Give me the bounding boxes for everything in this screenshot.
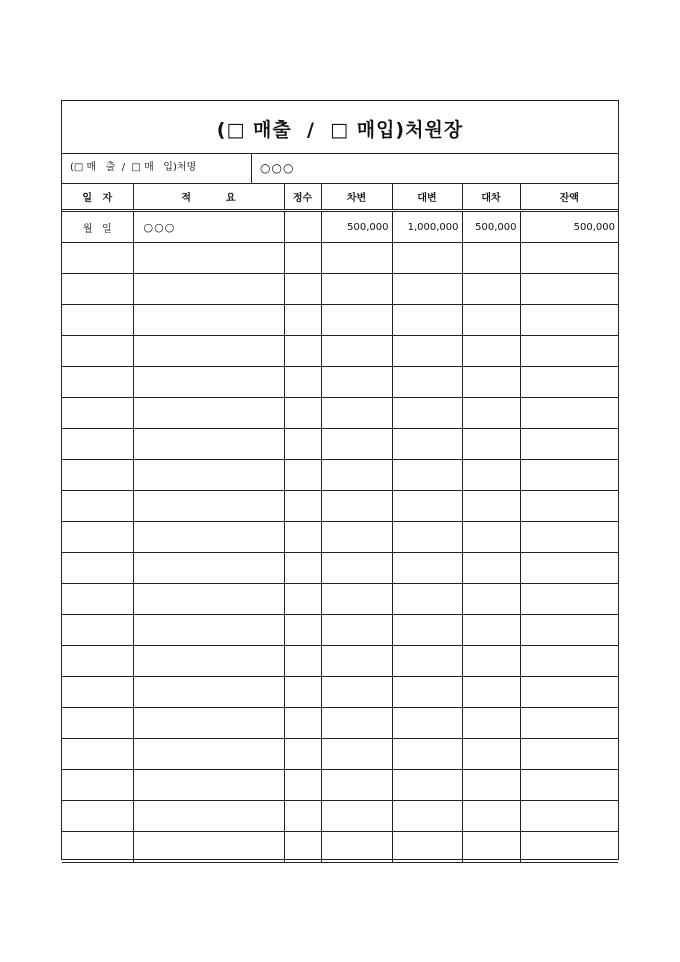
- ledger-sheet: [61, 100, 619, 860]
- balance-cell: [520, 398, 618, 429]
- table-row: [62, 211, 618, 243]
- balance-cell: [520, 832, 618, 863]
- debit-cell: [321, 646, 392, 677]
- balance-cell: [520, 553, 618, 584]
- credit-cell: 1,000,000: [392, 211, 462, 243]
- balance-side-cell: [462, 398, 520, 429]
- debit-cell: [321, 801, 392, 832]
- count-cell: [284, 305, 321, 336]
- table-row: [62, 522, 618, 553]
- count-cell: [284, 460, 321, 491]
- header-balance-side: 대차: [462, 183, 520, 211]
- balance-cell: [520, 677, 618, 708]
- credit-cell: [392, 739, 462, 770]
- debit-cell: [321, 553, 392, 584]
- date-cell: [62, 398, 133, 429]
- count-cell: [284, 677, 321, 708]
- date-cell: [62, 584, 133, 615]
- balance-cell: [520, 801, 618, 832]
- description-cell: [133, 429, 284, 460]
- date-cell: [62, 522, 133, 553]
- credit-cell: [392, 832, 462, 863]
- balance-cell: [520, 646, 618, 677]
- credit-cell: [392, 770, 462, 801]
- balance-cell: [520, 708, 618, 739]
- table-row: [62, 491, 618, 522]
- table-row: [62, 460, 618, 491]
- description-cell: [133, 243, 284, 274]
- balance-side-cell: [462, 429, 520, 460]
- table-row: [62, 708, 618, 739]
- credit-cell: [392, 460, 462, 491]
- balance-cell: [520, 522, 618, 553]
- debit-cell: [321, 522, 392, 553]
- date-cell: [62, 553, 133, 584]
- description-cell: [133, 770, 284, 801]
- table-row: [62, 646, 618, 677]
- table-row: [62, 398, 618, 429]
- date-cell: [62, 491, 133, 522]
- balance-side-cell: [462, 274, 520, 305]
- balance-cell: [520, 584, 618, 615]
- header-row: [62, 183, 618, 211]
- count-cell: [284, 522, 321, 553]
- debit-cell: [321, 367, 392, 398]
- count-cell: [284, 801, 321, 832]
- description-cell: [133, 274, 284, 305]
- credit-cell: [392, 584, 462, 615]
- balance-side-cell: [462, 646, 520, 677]
- date-cell: [62, 460, 133, 491]
- balance-cell: [520, 274, 618, 305]
- date-cell: [62, 832, 133, 863]
- balance-side-cell: [462, 305, 520, 336]
- balance-side-cell: [462, 491, 520, 522]
- balance-cell: 500,000: [520, 211, 618, 243]
- balance-cell: [520, 367, 618, 398]
- debit-cell: [321, 584, 392, 615]
- count-cell: [284, 429, 321, 460]
- description-cell: [133, 460, 284, 491]
- count-cell: [284, 243, 321, 274]
- date-cell: [62, 739, 133, 770]
- date-cell: [62, 336, 133, 367]
- account-name-row: [62, 153, 618, 184]
- balance-side-cell: [462, 677, 520, 708]
- description-cell: [133, 801, 284, 832]
- balance-cell: [520, 739, 618, 770]
- credit-cell: [392, 398, 462, 429]
- count-cell: [284, 367, 321, 398]
- balance-cell: [520, 615, 618, 646]
- count-cell: [284, 832, 321, 863]
- credit-cell: [392, 615, 462, 646]
- balance-side-cell: [462, 243, 520, 274]
- debit-cell: [321, 677, 392, 708]
- balance-side-cell: [462, 708, 520, 739]
- description-cell: [133, 739, 284, 770]
- header-credit: 대변: [392, 183, 462, 211]
- date-cell: [62, 708, 133, 739]
- credit-cell: [392, 677, 462, 708]
- table-row: [62, 739, 618, 770]
- debit-cell: [321, 305, 392, 336]
- debit-cell: [321, 491, 392, 522]
- debit-cell: [321, 398, 392, 429]
- date-cell: [62, 801, 133, 832]
- table-row: [62, 553, 618, 584]
- credit-cell: [392, 367, 462, 398]
- description-cell: [133, 832, 284, 863]
- count-cell: [284, 770, 321, 801]
- credit-cell: [392, 708, 462, 739]
- table-row: [62, 243, 618, 274]
- balance-side-cell: [462, 336, 520, 367]
- balance-side-cell: [462, 770, 520, 801]
- credit-cell: [392, 646, 462, 677]
- debit-cell: [321, 708, 392, 739]
- table-row: [62, 274, 618, 305]
- header-debit: 차변: [321, 183, 392, 211]
- date-cell: [62, 243, 133, 274]
- date-cell: [62, 615, 133, 646]
- balance-cell: [520, 305, 618, 336]
- page-title: (□ 매출 / □ 매입)처원장: [216, 118, 464, 141]
- credit-cell: [392, 491, 462, 522]
- count-cell: [284, 398, 321, 429]
- date-cell: [62, 367, 133, 398]
- header-description: 적 요: [133, 183, 284, 211]
- debit-cell: [321, 243, 392, 274]
- table-row: [62, 832, 618, 863]
- count-cell: [284, 615, 321, 646]
- description-cell: [133, 305, 284, 336]
- count-cell: [284, 646, 321, 677]
- debit-cell: [321, 460, 392, 491]
- balance-side-cell: [462, 801, 520, 832]
- date-cell: 월 일: [62, 211, 133, 243]
- balance-cell: [520, 770, 618, 801]
- description-cell: [133, 677, 284, 708]
- count-cell: [284, 336, 321, 367]
- table-row: [62, 770, 618, 801]
- table-row: [62, 429, 618, 460]
- count-cell: [284, 739, 321, 770]
- date-cell: [62, 677, 133, 708]
- date-cell: [62, 770, 133, 801]
- count-cell: [284, 584, 321, 615]
- date-cell: [62, 646, 133, 677]
- balance-cell: [520, 336, 618, 367]
- description-cell: [133, 615, 284, 646]
- header-count: 정수: [284, 183, 321, 211]
- debit-cell: [321, 615, 392, 646]
- date-cell: [62, 274, 133, 305]
- debit-cell: [321, 739, 392, 770]
- credit-cell: [392, 274, 462, 305]
- ledger-table: [62, 183, 618, 863]
- description-cell: [133, 553, 284, 584]
- title-row: [62, 101, 618, 154]
- balance-side-cell: [462, 553, 520, 584]
- balance-side-cell: [462, 460, 520, 491]
- table-row: [62, 367, 618, 398]
- description-cell: [133, 708, 284, 739]
- table-row: [62, 336, 618, 367]
- credit-cell: [392, 243, 462, 274]
- table-row: [62, 677, 618, 708]
- balance-cell: [520, 460, 618, 491]
- description-cell: [133, 398, 284, 429]
- credit-cell: [392, 305, 462, 336]
- balance-cell: [520, 243, 618, 274]
- description-cell: [133, 522, 284, 553]
- debit-cell: [321, 429, 392, 460]
- balance-side-cell: 500,000: [462, 211, 520, 243]
- table-row: [62, 305, 618, 336]
- balance-side-cell: [462, 832, 520, 863]
- count-cell: [284, 708, 321, 739]
- header-date: 일 자: [62, 183, 133, 211]
- account-name-value: ○○○: [260, 161, 295, 175]
- count-cell: [284, 274, 321, 305]
- balance-side-cell: [462, 522, 520, 553]
- credit-cell: [392, 553, 462, 584]
- description-cell: [133, 491, 284, 522]
- table-row: [62, 584, 618, 615]
- balance-side-cell: [462, 367, 520, 398]
- debit-cell: [321, 274, 392, 305]
- table-row: [62, 615, 618, 646]
- debit-cell: [321, 336, 392, 367]
- balance-side-cell: [462, 584, 520, 615]
- count-cell: [284, 211, 321, 243]
- description-cell: [133, 646, 284, 677]
- header-balance: 잔액: [520, 183, 618, 211]
- credit-cell: [392, 429, 462, 460]
- debit-cell: 500,000: [321, 211, 392, 243]
- balance-cell: [520, 491, 618, 522]
- description-cell: [133, 367, 284, 398]
- count-cell: [284, 491, 321, 522]
- credit-cell: [392, 336, 462, 367]
- count-cell: [284, 553, 321, 584]
- balance-side-cell: [462, 615, 520, 646]
- date-cell: [62, 429, 133, 460]
- credit-cell: [392, 522, 462, 553]
- balance-cell: [520, 429, 618, 460]
- credit-cell: [392, 801, 462, 832]
- description-cell: [133, 336, 284, 367]
- date-cell: [62, 305, 133, 336]
- description-cell: [133, 584, 284, 615]
- description-cell: ○○○: [133, 211, 284, 243]
- table-row: [62, 801, 618, 832]
- debit-cell: [321, 770, 392, 801]
- debit-cell: [321, 832, 392, 863]
- balance-side-cell: [462, 739, 520, 770]
- account-name-label: (□ 매 출 / □ 매 입)처명: [62, 153, 252, 183]
